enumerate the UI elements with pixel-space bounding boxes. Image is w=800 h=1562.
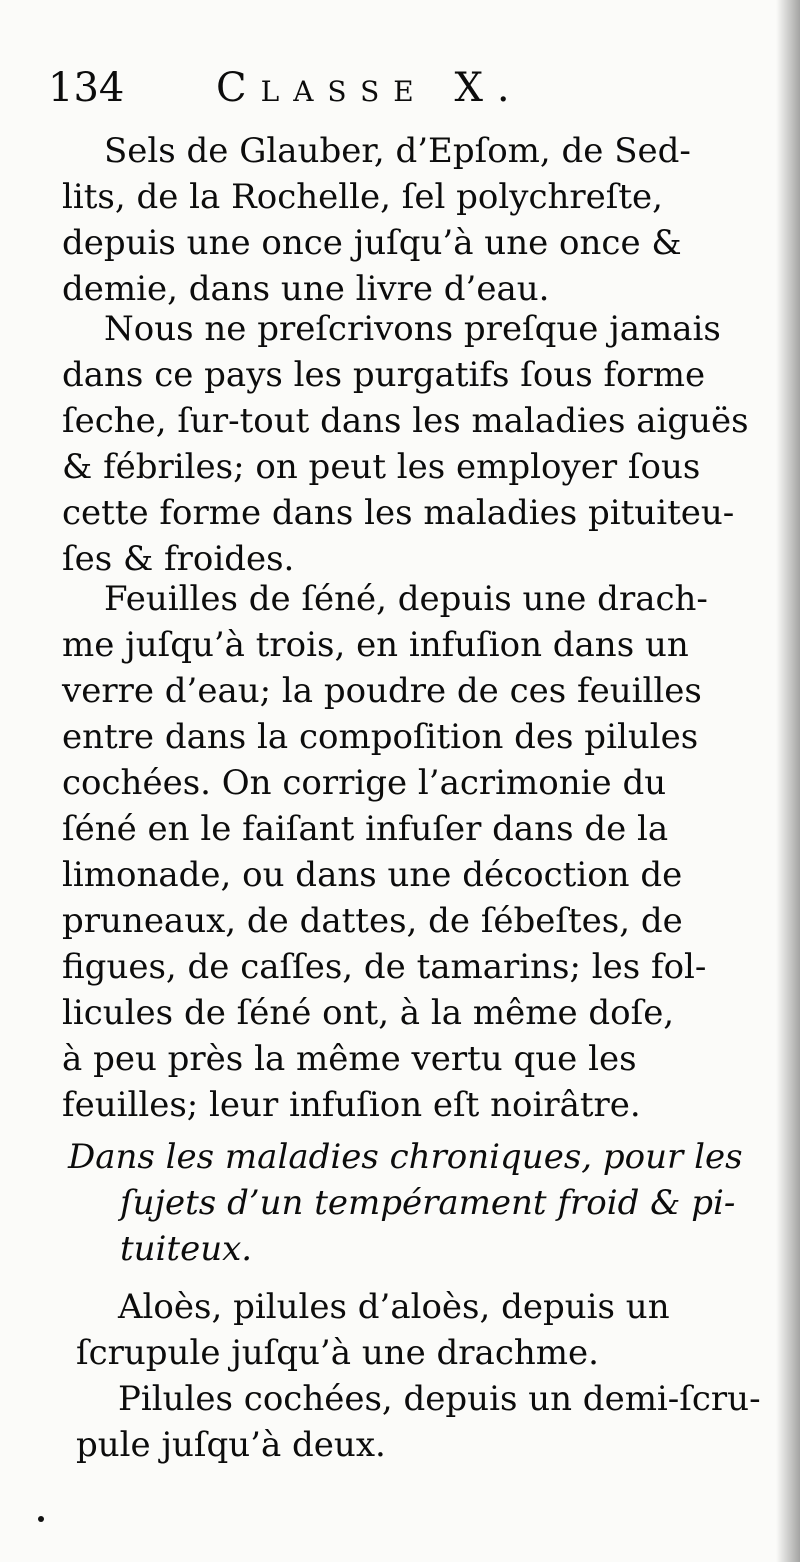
paragraph-pilules-cochees: [76, 1376, 761, 1468]
text-line: ſujets d’un tempérament froid & pi-: [120, 1183, 736, 1223]
text-line: entre dans la compoſition des pilules: [62, 717, 699, 757]
paragraph-senna-leaves: [62, 576, 742, 1128]
text-line: Aloès, pilules d’aloès, depuis un: [118, 1287, 670, 1327]
page-number: 134: [48, 65, 125, 111]
text-line: depuis une once juſqu’à une once &: [62, 223, 682, 263]
text-line: cette forme dans les maladies pituiteu-: [62, 493, 735, 533]
text-line: pule juſqu’à deux.: [76, 1425, 386, 1465]
paragraph-purgatives: [62, 306, 749, 582]
text-line: tuiteux.: [120, 1229, 253, 1269]
text-line: Pilules cochées, depuis un demi-ſcru-: [118, 1379, 761, 1419]
text-line: ſcrupule juſqu’à une drachme.: [76, 1333, 599, 1373]
text-line: verre d’eau; la poudre de ces feuilles: [62, 671, 702, 711]
text-line: à peu près la même vertu que les: [62, 1039, 637, 1079]
section-heading-chronic-diseases: [68, 1134, 748, 1272]
page-edge-shadow: [776, 0, 800, 1562]
text-line: cochées. On corrige l’acrimonie du: [62, 763, 667, 803]
text-line: figues, de caſſes, de tamarins; les fol-: [62, 947, 707, 987]
text-line: Sels de Glauber, d’Epſom, de Sed-: [104, 131, 691, 171]
ink-speck: [38, 1516, 44, 1522]
text-line: demie, dans une livre d’eau.: [62, 269, 550, 309]
text-line: limonade, ou dans une décoction de: [62, 855, 683, 895]
text-line: Nous ne preſcrivons preſque jamais: [104, 309, 721, 349]
text-line: ſéné en le faiſant infuſer dans de la: [62, 809, 669, 849]
text-line: licules de ſéné ont, à la même doſe,: [62, 993, 675, 1033]
text-line: Feuilles de ſéné, depuis une drach-: [104, 579, 708, 619]
text-line: Dans les maladies chroniques, pour les: [68, 1137, 743, 1177]
text-line: me juſqu’à trois, en infuſion dans un: [62, 625, 689, 665]
text-line: pruneaux, de dattes, de ſébeſtes, de: [62, 901, 683, 941]
paragraph-glauber-salts: [62, 128, 742, 312]
text-line: ſeche, ſur-tout dans les maladies aiguës: [62, 401, 749, 441]
text-line: & fébriles; on peut les employer ſous: [62, 447, 701, 487]
text-line: dans ce pays les purgatifs ſous forme: [62, 355, 706, 395]
page-header: [48, 58, 608, 118]
running-head: Classe X.: [216, 65, 524, 111]
text-line: feuilles; leur infuſion eſt noirâtre.: [62, 1085, 641, 1125]
text-line: lits, de la Rochelle, ſel polychreſte,: [62, 177, 663, 217]
text-line: ſes & froides.: [62, 539, 295, 579]
paragraph-aloes: [76, 1284, 756, 1376]
